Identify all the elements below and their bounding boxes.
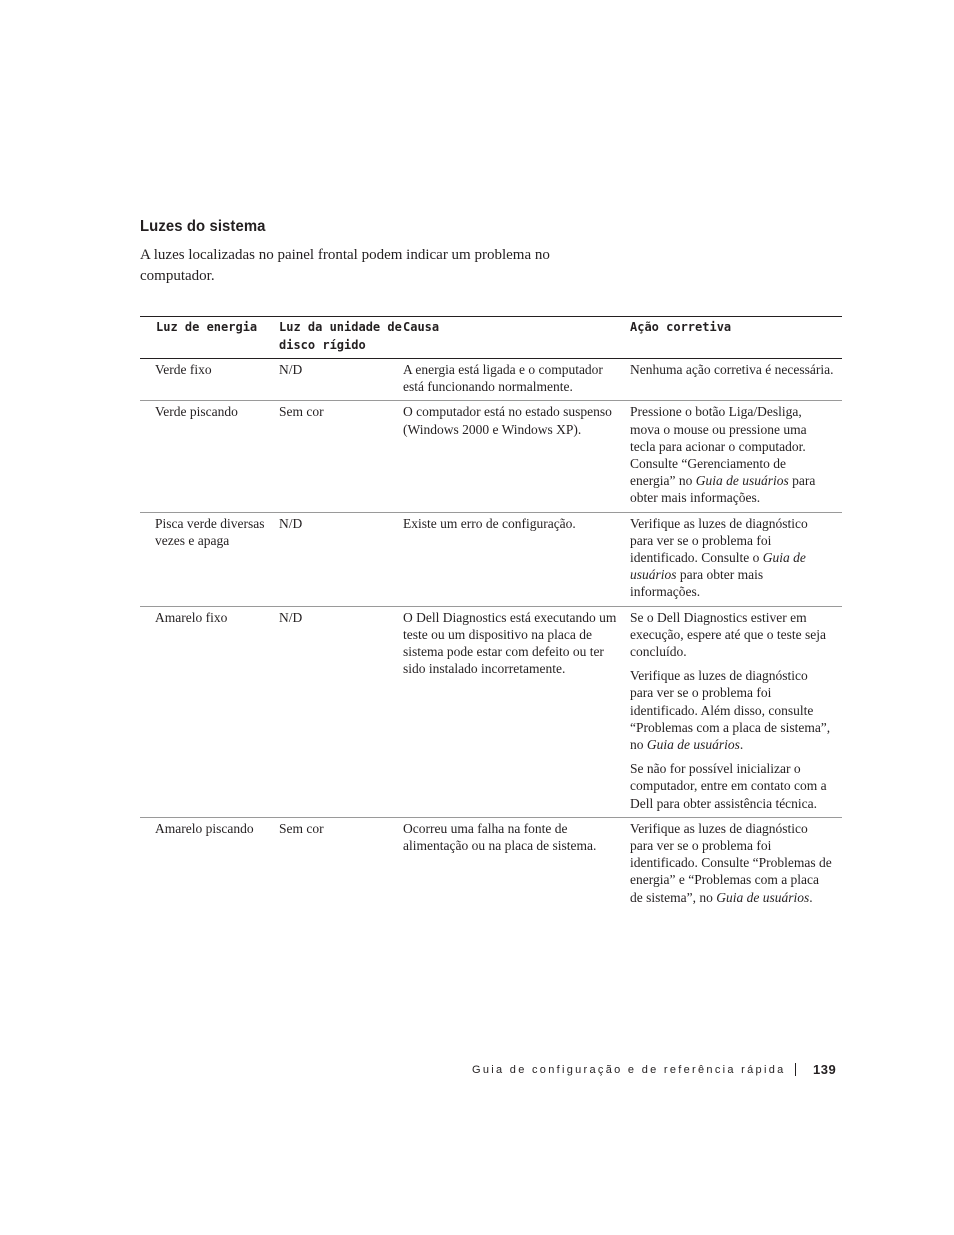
cause-cell: Ocorreu uma falha na fonte de alimentação ou na placa de sistema.	[403, 820, 597, 854]
action-cell	[630, 359, 842, 401]
guide-reference: Guia de usuários	[695, 473, 789, 489]
footer-divider	[795, 1063, 796, 1076]
header-cause: Causa	[403, 320, 440, 334]
action-text: Nenhuma ação corretiva é necessária.	[630, 362, 834, 377]
disk-light-cell: N/D	[279, 609, 303, 625]
action-text: Se o Dell Diagnostics estiver em execução, espere até que o teste seja concluído.	[630, 609, 827, 660]
disk-light-cell: Sem cor	[279, 820, 324, 836]
power-light-cell: Amarelo piscando	[155, 820, 254, 836]
power-light-cell: Verde piscando	[155, 404, 238, 420]
guide-reference: Guia de usuários	[646, 737, 740, 753]
table-row	[140, 512, 842, 606]
page-footer	[472, 1062, 842, 1080]
action-cell	[630, 606, 842, 817]
guide-reference: Guia de usuários	[716, 889, 810, 905]
table-row	[140, 817, 842, 911]
footer-guide-title: Guia de configuração e de referência rápida	[472, 1064, 786, 1076]
action-text: Se não for possível inicializar o computador, entre em contato com a Dell para obter assistência técnica.	[630, 761, 827, 811]
action-cell	[630, 817, 842, 911]
table-row	[140, 401, 842, 512]
power-light-cell: Amarelo fixo	[155, 609, 228, 625]
header-disk-light: Luz da unidade de disco rígido	[279, 320, 402, 352]
intro-paragraph: A luzes localizadas no painel frontal podem indicar um problema no computador.	[140, 247, 550, 284]
cause-cell: O Dell Diagnostics está executando um teste ou um dispositivo na placa de sistema pode estar com defeito ou ter sido instalado incorretamente.	[403, 609, 617, 677]
header-corrective-action: Ação corretiva	[630, 320, 732, 334]
disk-light-cell: Sem cor	[279, 404, 324, 420]
action-cell	[630, 512, 842, 606]
disk-light-cell: N/D	[279, 515, 303, 531]
action-text: Pressione o botão Liga/Desliga, mova o mouse ou pressione uma tecla para acionar o computador. Consulte “Gerenciamento de energia” no Guia de usuários para obter mais informações.	[630, 404, 816, 506]
disk-light-cell: N/D	[279, 362, 303, 377]
section-title: Luzes do sistema	[140, 218, 266, 235]
page-number: 139	[813, 1062, 837, 1077]
guide-reference: Guia de usuários	[630, 550, 806, 583]
table-header-row	[140, 317, 842, 359]
cause-cell: A energia está ligada e o computador está funcionando normalmente.	[403, 362, 603, 395]
cause-cell: Existe um erro de configuração.	[403, 515, 576, 531]
power-light-cell: Verde fixo	[155, 362, 212, 377]
header-power-light: Luz de energia	[156, 320, 258, 334]
action-text: Verifique as luzes de diagnóstico para ver se o problema foi identificado. Consulte o Guia de usuários para obter mais informações.	[630, 515, 808, 600]
power-light-cell: Pisca verde diversas vezes e apaga	[155, 515, 265, 548]
cause-cell: O computador está no estado suspenso (Windows 2000 e Windows XP).	[403, 404, 612, 437]
action-text: Verifique as luzes de diagnóstico para ver se o problema foi identificado. Consulte “Problemas de energia” e “Problemas com a placa de sistema”, no Guia de usuários.	[630, 820, 832, 905]
action-text: Verifique as luzes de diagnóstico para ver se o problema foi identificado. Além disso, consulte “Problemas com a placa de sistema”, no Guia de usuários.	[630, 668, 831, 753]
action-cell	[630, 401, 842, 512]
table-row	[140, 359, 842, 401]
table-row	[140, 606, 842, 817]
system-lights-table	[140, 316, 842, 911]
